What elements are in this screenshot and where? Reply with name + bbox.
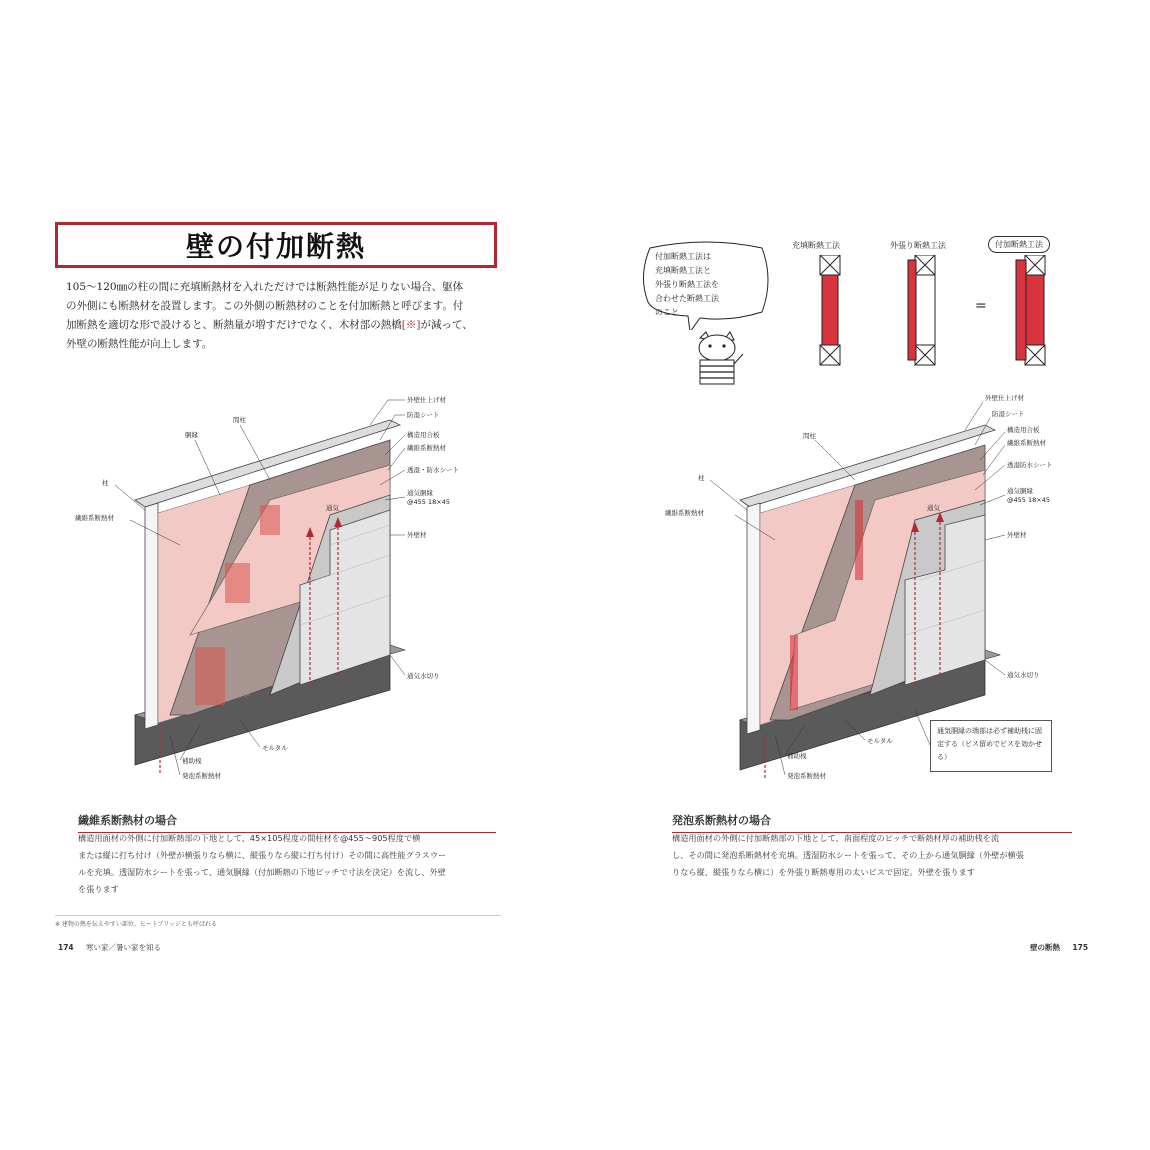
label-vent-batten-r: 通気胴縁: [1007, 487, 1033, 495]
label-mortar-r: モルタル: [867, 737, 893, 745]
body-line: りなら縦、縦張りなら横に）を外張り断熱専用の太いビスで固定。外壁を張ります: [672, 867, 975, 877]
label-breathable-sheet: 透湿・防水シート: [407, 466, 459, 474]
label-vent-flashing: 通気水切り: [407, 672, 440, 680]
label-vent-batten-spec-r: @455 18×45: [1007, 496, 1050, 504]
method-label-fill: 充填断熱工法: [792, 241, 840, 250]
label-airflow: 通気: [326, 504, 339, 512]
fibrous-insulation-wall-diagram: [70, 385, 500, 785]
right-folio: [1030, 942, 1088, 953]
label-vent-batten: 通気胴縁: [407, 489, 433, 497]
label-mortar: モルタル: [262, 744, 288, 752]
label-post-r: 柱: [698, 474, 705, 482]
label-aux-batten-r: 補助桟: [787, 752, 807, 760]
label-stud: 間柱: [233, 416, 246, 424]
page-title: 壁の付加断熱: [185, 230, 366, 263]
callout-note: 通気胴縁の端部は必ず補助桟に固定する（ビス留めでビスを効かせる）: [930, 720, 1052, 772]
label-post: 柱: [102, 479, 109, 487]
intro-paragraph: [66, 278, 494, 354]
label-fiber-insulation-left-r: 繊維系断熱材: [665, 509, 704, 517]
body-line: を張ります: [78, 884, 119, 894]
label-foam-insulation-r: 発泡系断熱材: [787, 772, 826, 780]
label-fiber-insulation-r: 繊維系断熱材: [1007, 439, 1046, 447]
label-fiber-insulation-left: 繊維系断熱材: [75, 514, 114, 522]
running-head-left: 寒い家／暑い家を知る: [86, 943, 162, 952]
label-exterior-finish-r: 外壁仕上げ材: [985, 394, 1024, 402]
intro-line: の外側にも断熱材を設置します。この外側の断熱材のことを付加断熱と呼びます。付: [66, 300, 464, 312]
label-aux-batten: 補助桟: [182, 757, 202, 765]
footnote: ※ 建物の熱を伝えやすい部位。ヒートブリッジとも呼ばれる: [55, 915, 501, 928]
label-cladding-r: 外壁材: [1007, 531, 1027, 539]
body-line: し、その間に発泡系断熱材を充填。透湿防水シートを張って、その上から通気胴縁（外壁が横張: [672, 850, 1024, 860]
section-title-foam: 発泡系断熱材の場合: [672, 812, 1072, 833]
label-foam-insulation: 発泡系断熱材: [182, 772, 221, 780]
label-vapor-barrier-r: 防湿シート: [992, 410, 1025, 418]
intro-line: 加断熱を適切な形で設けると、断熱量が増すだけでなく、木材部の熱橋[※]が減って、: [66, 319, 473, 331]
method-comparison-diagram: [810, 255, 1070, 385]
page-number-left: 174: [58, 943, 74, 952]
body-line: 構造用面材の外側に付加断熱部の下地として、45×105程度の間柱材を@455～905程度で横: [78, 833, 421, 843]
page-number-right: 175: [1072, 943, 1089, 952]
left-folio: [58, 942, 161, 953]
method-label-added: 付加断熱工法: [988, 236, 1050, 253]
section-title-fibrous: 繊維系断熱材の場合: [78, 812, 496, 833]
label-exterior-finish: 外壁仕上げ材: [407, 396, 446, 404]
label-breathable-sheet-r: 透湿防水シート: [1007, 461, 1053, 469]
footnote-mark: [※]: [401, 319, 421, 331]
bubble-text: 付加断熱工法は 充填断熱工法と 外張り断熱工法を 合わせた断熱工法 のこと: [655, 252, 719, 317]
label-structural-plywood: 構造用合板: [407, 431, 440, 439]
running-head-right: 壁の断熱: [1030, 943, 1060, 952]
label-vent-flashing-r: 通気水切り: [1007, 671, 1040, 679]
cat-mascot-illustration: [688, 330, 748, 388]
label-fiber-insulation: 繊維系断熱材: [407, 444, 446, 452]
method-label-external: 外張り断熱工法: [890, 241, 946, 250]
page-title-box: [55, 222, 497, 268]
label-furring: 胴縁: [185, 431, 198, 439]
body-line: または縦に打ち付け（外壁が横張りなら横に、縦張りなら縦に打ち付け）その間に高性能グラスウー: [78, 850, 447, 860]
label-airflow-r: 通気: [927, 504, 940, 512]
label-stud-r: 間柱: [803, 432, 816, 440]
section-body-foam: [672, 830, 1077, 881]
equals-sign: =: [975, 298, 987, 314]
section-body-fibrous: [78, 830, 498, 898]
body-line: 構造用面材の外側に付加断熱部の下地として、南面程度のピッチで断熱材厚の補助桟を流: [672, 833, 1000, 843]
body-line: ルを充填。透湿防水シートを張って、通気胴縁（付加断熱の下地ピッチで寸法を決定）を流し、外壁: [78, 867, 446, 877]
intro-line: 外壁の断熱性能が向上します。: [66, 338, 213, 350]
label-structural-plywood-r: 構造用合板: [1007, 426, 1040, 434]
label-vapor-barrier: 防湿シート: [407, 411, 440, 419]
intro-line: 105～120㎜の柱の間に充填断熱材を入れただけでは断熱性能が足りない場合、躯体: [66, 281, 464, 293]
label-vent-batten-spec: @455 18×45: [407, 498, 450, 506]
label-cladding: 外壁材: [407, 531, 427, 539]
